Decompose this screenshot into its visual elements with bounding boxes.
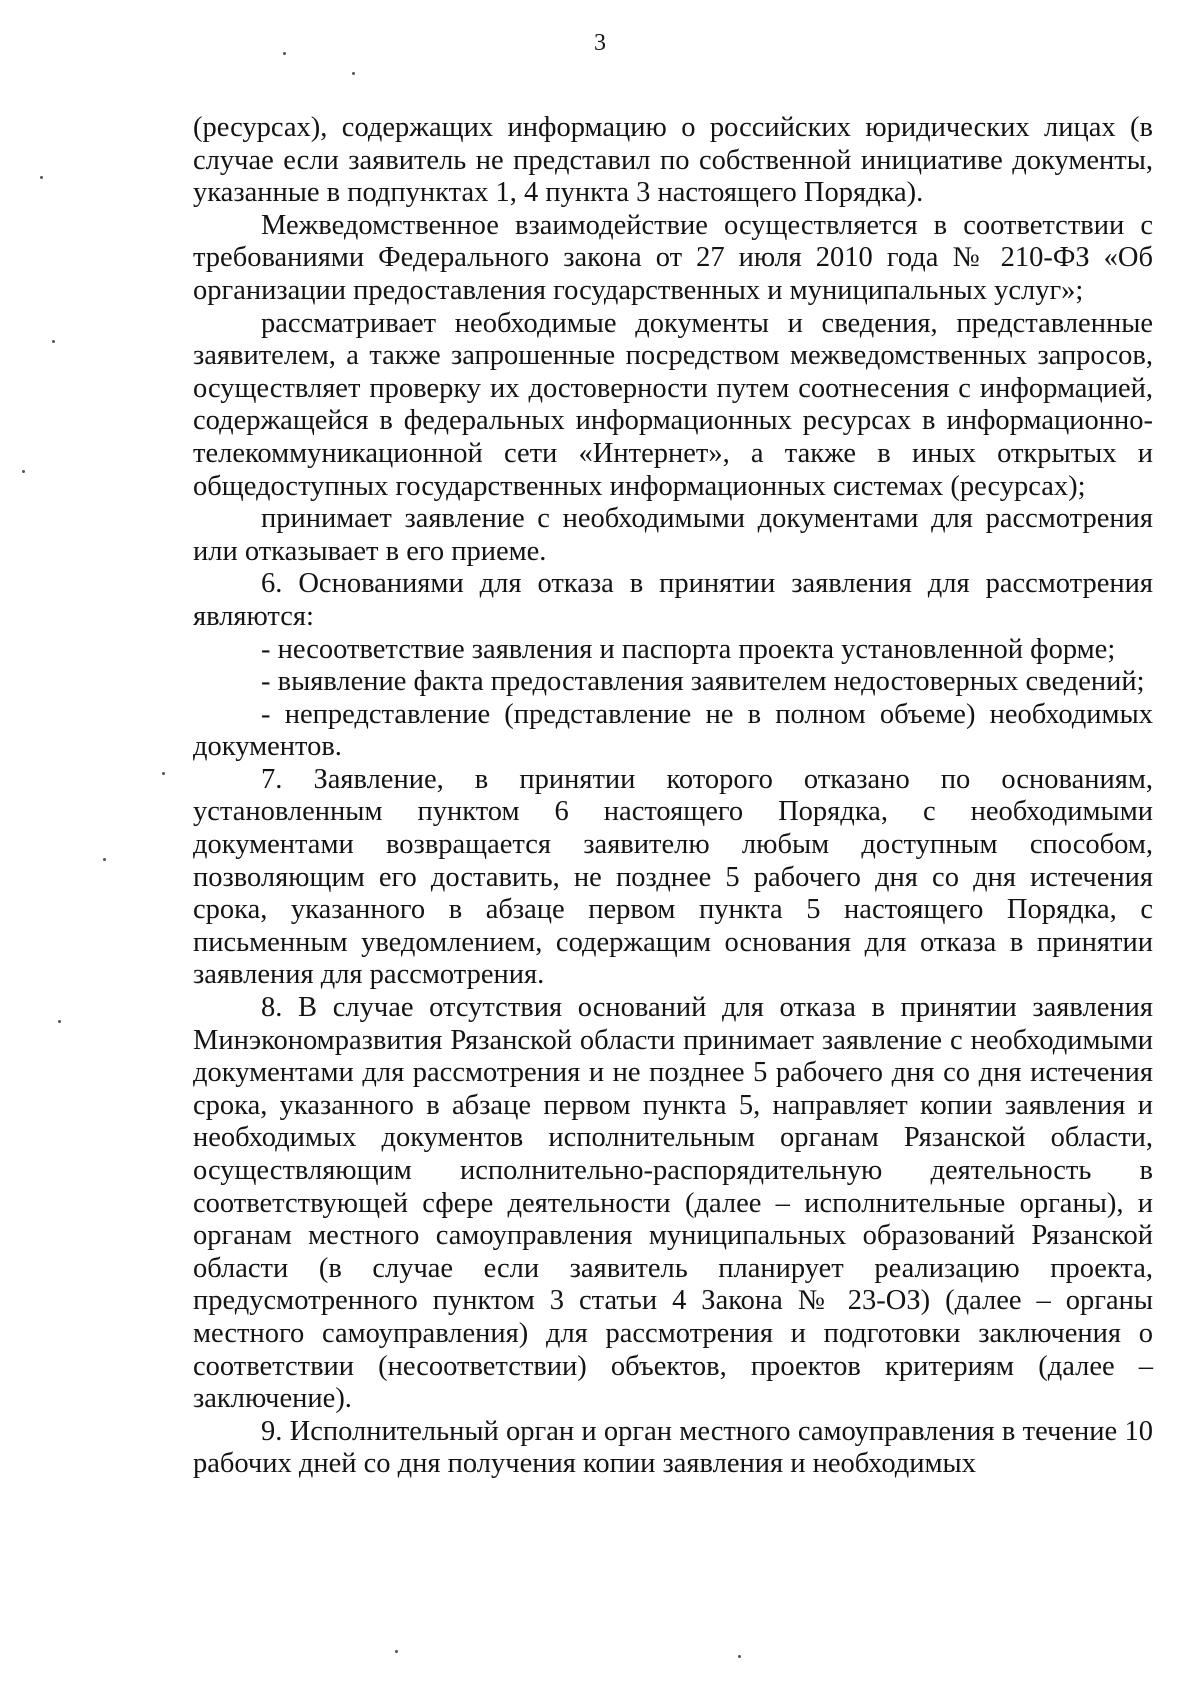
paragraph-accept: принимает заявление с необходимыми документами для рассмотрения или отказывает в его приеме. <box>193 503 1153 567</box>
scan-speck <box>52 340 55 343</box>
scan-speck <box>103 858 106 861</box>
scan-speck <box>283 52 286 55</box>
scan-speck <box>352 72 355 75</box>
page-number: 3 <box>594 30 606 56</box>
paragraph-item-8: 8. В случае отсутствия оснований для отказа в принятии заявления Минэкономразвития Рязанской области принимает заявление с необходимыми документами для рассмотрения и не позднее 5 рабочего дня со дня истечения срока, указанного в абзаце первом пункта 5, направляет копии заявления и необходимых документов исполнительным органам Рязанской области, осуществляющим исполнительно-распорядительную деятельность в соответствующей сфере деятельности (далее – исполнительные органы), и органам местного самоуправления муниципальных образований Рязанской области (в случае если заявитель планирует реализацию проекта, предусмотренного пунктом 3 статьи 4 Закона № 23-ОЗ) (далее – органы местного самоуправления) для рассмотрения и подготовки заключения о соответствии (несоответствии) объектов, проектов критериям (далее – заключение). <box>193 992 1153 1415</box>
paragraph-item-7: 7. Заявление, в принятии которого отказано по основаниям, установленным пунктом 6 настоящего Порядка, с необходимыми документами возвращается заявителю любым доступным способом, позволяющим его доставить, не позднее 5 рабочего дня со дня истечения срока, указанного в абзаце первом пункта 5 настоящего Порядка, с письменным уведомлением, содержащим основания для отказа в принятии заявления для рассмотрения. <box>193 763 1153 991</box>
scan-speck <box>162 772 165 775</box>
list-item: - непредставление (представление не в полном объеме) необходимых документов. <box>193 698 1153 763</box>
paragraph-item-6: 6. Основаниями для отказа в принятии заявления для рассмотрения являются: <box>193 568 1153 632</box>
paragraph-interagency: Межведомственное взаимодействие осуществляется в соответствии с требованиями Федерального закона от 27 июля 2010 года № 210-ФЗ «Об организации предоставления государственных и муниципальных услуг»; <box>193 209 1153 306</box>
list-item: - несоответствие заявления и паспорта проекта установленной форме; <box>261 633 1116 665</box>
scan-speck <box>738 1655 741 1658</box>
scan-speck <box>40 176 43 179</box>
list-item: - выявление факта предоставления заявителем недостоверных сведений; <box>261 666 1145 698</box>
paragraph-continuation: (ресурсах), содержащих информацию о российских юридических лицах (в случае если заявитель не представил по собственной инициативе документы, указанные в подпунктах 1, 4 пункта 3 настоящего Порядка). <box>193 112 1153 209</box>
scan-speck <box>395 1650 398 1653</box>
paragraph-review: рассматривает необходимые документы и сведения, представленные заявителем, а также запрошенные посредством межведомственных запросов, осуществляет проверку их достоверности путем соотнесения с информацией, содержащейся в федеральных информационных ресурсах в информационно-телекоммуникационной сети «Интернет», а также в иных открытых и общедоступных государственных информационных системах (ресурсах); <box>193 307 1153 502</box>
scan-speck <box>58 1020 61 1023</box>
document-body <box>193 112 1153 1481</box>
paragraph-item-9: 9. Исполнительный орган и орган местного самоуправления в течение 10 рабочих дней со дня получения копии заявления и необходимых <box>193 1415 1153 1480</box>
scan-speck <box>22 470 25 473</box>
